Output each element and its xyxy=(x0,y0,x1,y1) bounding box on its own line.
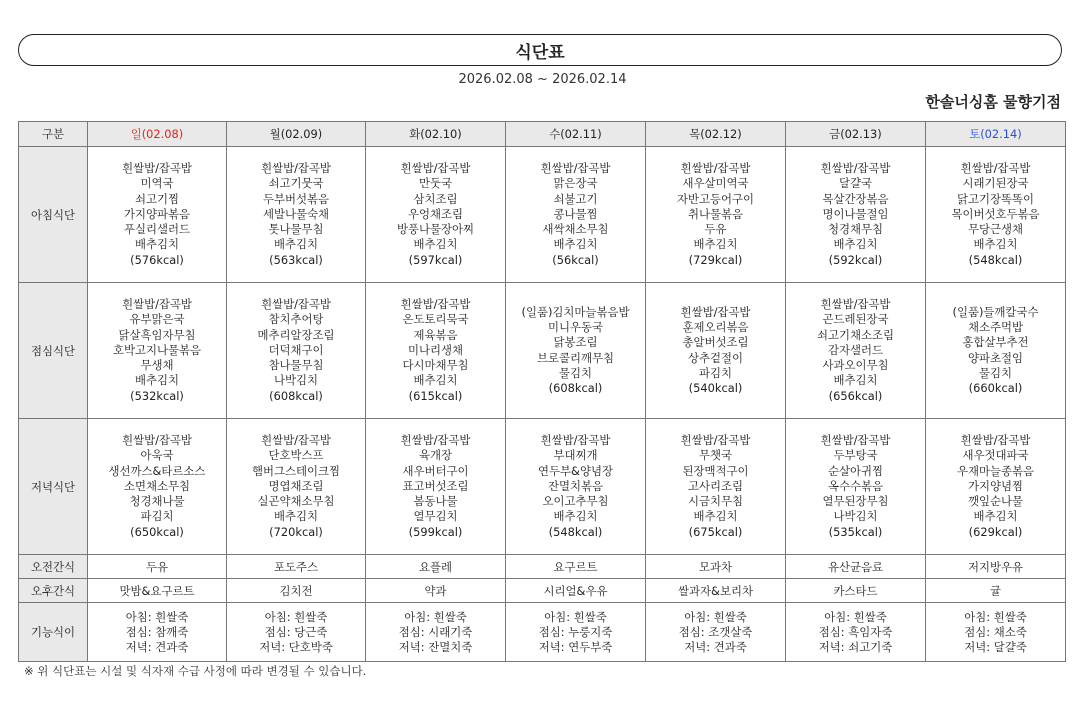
menu-cell xyxy=(506,419,646,555)
menu-item: 파김치 xyxy=(698,365,732,380)
functional-diet-row xyxy=(19,603,1066,662)
menu-item: 콩나물찜 xyxy=(553,206,598,221)
functional-diet-item: 점심: 흑임자죽 xyxy=(818,624,893,639)
menu-item: 흰쌀밥/잡곡밥 xyxy=(122,433,192,448)
menu-item: 새우젓대파국 xyxy=(962,448,1029,463)
menu-item: 표고버섯조림 xyxy=(402,478,469,493)
menu-item: 연두부&양념장 xyxy=(538,463,613,478)
functional-diet-cell xyxy=(88,603,227,662)
menu-item: 흰쌀밥/잡곡밥 xyxy=(820,161,891,176)
menu-item: 푸실리샐러드 xyxy=(123,222,191,237)
menu-item: 시금치무침 xyxy=(687,494,744,509)
menu-item: (720kcal) xyxy=(269,524,323,539)
page-title-box xyxy=(18,34,1062,66)
functional-diet-item: 아침: 흰쌀죽 xyxy=(964,609,1027,624)
menu-item: 맑은장국 xyxy=(553,176,598,191)
menu-item: (548kcal) xyxy=(548,524,603,539)
menu-item: 호박고지나물볶음 xyxy=(112,342,202,357)
date-range: 2026.02.08 ~ 2026.02.14 xyxy=(458,72,627,87)
header-row xyxy=(19,122,1066,147)
menu-item: 쇠불고기 xyxy=(553,191,598,206)
menu-cell xyxy=(926,147,1066,283)
snack-cell: 쌀과자&보리차 xyxy=(646,579,786,603)
menu-item: 부대찌개 xyxy=(553,448,598,463)
menu-item: 명엽채조림 xyxy=(268,478,324,493)
snack-row xyxy=(19,555,1066,579)
menu-cell xyxy=(926,419,1066,555)
functional-diet-cell xyxy=(646,603,786,662)
menu-item: 배추김치 xyxy=(833,373,878,388)
snack-cell: 요플레 xyxy=(366,555,506,579)
functional-diet-item: 아침: 흰쌀죽 xyxy=(264,609,328,624)
footnote: ※ 위 식단표는 시설 및 식자재 수급 사정에 따라 변경될 수 있습니다. xyxy=(24,664,367,678)
menu-cell xyxy=(646,147,786,283)
snack-row xyxy=(19,579,1066,603)
menu-item: 사과오이무침 xyxy=(822,358,889,373)
functional-diet-item: 아침: 흰쌀죽 xyxy=(544,609,607,624)
menu-item: 두부탕국 xyxy=(833,448,878,463)
meal-row xyxy=(19,147,1066,283)
snack-cell: 귤 xyxy=(926,579,1066,603)
menu-item: 미역국 xyxy=(140,176,174,191)
menu-cell xyxy=(926,283,1066,419)
corner-label: 구분 xyxy=(19,122,88,147)
menu-item: (535kcal) xyxy=(828,524,883,539)
menu-item: 흰쌀밥/잡곡밥 xyxy=(820,297,891,312)
menu-cell xyxy=(506,147,646,283)
menu-item: 흰쌀밥/잡곡밥 xyxy=(960,161,1031,176)
menu-item: 물김치 xyxy=(978,365,1012,380)
menu-cell xyxy=(227,419,366,555)
functional-diet-item: 점심: 조갯살죽 xyxy=(678,624,753,639)
snack-cell: 약과 xyxy=(366,579,506,603)
menu-item: 흰쌀밥/잡곡밥 xyxy=(680,304,751,319)
menu-item: 나박김치 xyxy=(273,373,318,388)
menu-item: 가지양념찜 xyxy=(967,478,1024,493)
meal-row-label: 저녁식단 xyxy=(19,419,88,555)
menu-item: 메추리알장조림 xyxy=(257,327,335,342)
menu-item: 배추김치 xyxy=(553,237,598,252)
day-header-mon: 월(02.09) xyxy=(227,122,366,147)
menu-item: (608kcal) xyxy=(269,388,323,403)
menu-cell xyxy=(366,147,506,283)
menu-item: 목살간장볶음 xyxy=(822,191,889,206)
menu-item: 새싹채소무침 xyxy=(542,222,609,237)
menu-item: 생선까스&타르소스 xyxy=(108,463,206,478)
functional-diet-cell xyxy=(366,603,506,662)
menu-item: 무생채 xyxy=(140,358,174,373)
snack-cell: 시리얼&우유 xyxy=(506,579,646,603)
menu-item: 시래기된장국 xyxy=(962,176,1029,191)
day-header-thu: 목(02.12) xyxy=(646,122,786,147)
menu-item: 두유 xyxy=(704,222,727,237)
snack-cell: 저지방우유 xyxy=(926,555,1066,579)
menu-cell xyxy=(227,147,366,283)
menu-item: 실곤약채소무침 xyxy=(257,494,335,509)
menu-item: (629kcal) xyxy=(968,524,1023,539)
menu-item: 흰쌀밥/잡곡밥 xyxy=(540,433,611,448)
menu-item: 배추김치 xyxy=(973,237,1018,252)
menu-item: 소면채소무침 xyxy=(123,478,191,493)
menu-item: 배추김치 xyxy=(273,509,318,524)
menu-item: (656kcal) xyxy=(828,388,883,403)
menu-item: 참치추어탕 xyxy=(268,312,324,327)
functional-diet-item: 저녁: 단호박죽 xyxy=(259,639,333,654)
snack-cell: 포도주스 xyxy=(227,555,366,579)
menu-cell xyxy=(646,419,786,555)
menu-item: 명이나물절임 xyxy=(822,206,889,221)
menu-item: 쇠고기뭇국 xyxy=(268,176,324,191)
menu-item: 흰쌀밥/잡곡밥 xyxy=(122,297,192,312)
menu-item: (597kcal) xyxy=(408,252,463,267)
menu-item: 쇠고기찜 xyxy=(134,191,179,206)
menu-item: 새우버터구이 xyxy=(402,463,469,478)
menu-item: (615kcal) xyxy=(408,388,463,403)
menu-item: (729kcal) xyxy=(688,252,743,267)
functional-diet-cell xyxy=(227,603,366,662)
functional-diet-item: 저녁: 잔멸치죽 xyxy=(398,639,473,654)
menu-item: 흰쌀밥/잡곡밥 xyxy=(261,297,331,312)
menu-item: 닭봉조림 xyxy=(553,335,598,350)
menu-item: 감자샐러드 xyxy=(827,342,884,357)
snack-cell: 두유 xyxy=(88,555,227,579)
menu-item: 봄동나물 xyxy=(413,494,458,509)
menu-item: 쇠고기채소조림 xyxy=(816,327,895,342)
menu-item: 우엉채조림 xyxy=(407,206,464,221)
functional-diet-cell xyxy=(926,603,1066,662)
menu-item: (576kcal) xyxy=(130,252,184,267)
menu-item: 톳나물무침 xyxy=(268,222,324,237)
menu-item: 온도토리묵국 xyxy=(402,312,469,327)
facility-name: 한솔너싱홈 물향기점 xyxy=(925,93,1061,111)
day-header-sat: 토(02.14) xyxy=(926,122,1066,147)
functional-diet-cell xyxy=(786,603,926,662)
menu-item: 닭고기장똑똑이 xyxy=(956,191,1035,206)
functional-diet-item: 점심: 참깨죽 xyxy=(125,624,189,639)
menu-item: 흰쌀밥/잡곡밥 xyxy=(960,433,1031,448)
functional-diet-item: 저녁: 견과죽 xyxy=(125,639,189,654)
meal-row xyxy=(19,419,1066,555)
menu-item: 배추김치 xyxy=(553,509,598,524)
functional-diet-item: 저녁: 연두부죽 xyxy=(538,639,613,654)
menu-item: (563kcal) xyxy=(269,252,323,267)
menu-item: 배추김치 xyxy=(413,373,458,388)
menu-cell xyxy=(227,283,366,419)
menu-item: 흰쌀밥/잡곡밥 xyxy=(680,433,751,448)
menu-item: 제육볶음 xyxy=(413,327,458,342)
menu-item: 양파초절임 xyxy=(967,350,1024,365)
menu-item: 나박김치 xyxy=(833,509,878,524)
menu-item: 총알버섯조림 xyxy=(682,335,749,350)
menu-item: 미나리생채 xyxy=(407,342,464,357)
menu-item: 두부버섯볶음 xyxy=(262,191,330,206)
meal-row-label: 점심식단 xyxy=(19,283,88,419)
menu-item: (일품)들깨칼국수 xyxy=(952,304,1039,319)
menu-item: 우재마늘종볶음 xyxy=(956,463,1035,478)
menu-item: (599kcal) xyxy=(408,524,463,539)
menu-item: 취나물볶음 xyxy=(687,206,744,221)
snack-cell: 유산균음료 xyxy=(786,555,926,579)
menu-item: 흰쌀밥/잡곡밥 xyxy=(540,161,611,176)
menu-item: 참나물무침 xyxy=(268,358,324,373)
menu-cell xyxy=(786,283,926,419)
menu-item: 아욱국 xyxy=(140,448,174,463)
menu-cell xyxy=(786,419,926,555)
menu-cell xyxy=(506,283,646,419)
snack-row-label: 오후간식 xyxy=(19,579,88,603)
snack-cell: 카스타드 xyxy=(786,579,926,603)
menu-item: 닭살흑임자무침 xyxy=(118,327,196,342)
menu-item: 청경채무침 xyxy=(827,222,884,237)
menu-item: 자반고등어구이 xyxy=(676,191,755,206)
day-header-fri: 금(02.13) xyxy=(786,122,926,147)
menu-item: 열무된장무침 xyxy=(822,494,889,509)
menu-item: 세발나물숙채 xyxy=(262,206,330,221)
menu-item: 더덕채구이 xyxy=(268,342,324,357)
page-title: 식단표 xyxy=(515,42,565,63)
menu-item: (650kcal) xyxy=(130,524,184,539)
menu-item: 새우살미역국 xyxy=(682,176,749,191)
snack-cell: 김치전 xyxy=(227,579,366,603)
menu-item: 홍합살부추전 xyxy=(962,335,1029,350)
menu-item: (675kcal) xyxy=(688,524,743,539)
menu-item: 파김치 xyxy=(140,509,174,524)
menu-item: 배추김치 xyxy=(973,509,1018,524)
menu-item: 육개장 xyxy=(418,448,452,463)
menu-item: 무당근생채 xyxy=(967,222,1024,237)
menu-item: 배추김치 xyxy=(693,237,738,252)
menu-item: 방풍나물장아찌 xyxy=(396,222,475,237)
menu-item: 순살아귀찜 xyxy=(827,463,884,478)
functional-diet-cell xyxy=(506,603,646,662)
functional-diet-item: 아침: 흰쌀죽 xyxy=(125,609,189,624)
functional-diet-item: 저녁: 견과죽 xyxy=(684,639,747,654)
day-header-wed: 수(02.11) xyxy=(506,122,646,147)
menu-item: (660kcal) xyxy=(968,380,1023,395)
menu-item: 브로콜리깨무침 xyxy=(536,350,615,365)
menu-item: (608kcal) xyxy=(548,380,603,395)
functional-diet-label: 기능식이 xyxy=(19,603,88,662)
menu-item: 옥수수볶음 xyxy=(827,478,884,493)
functional-diet-item: 저녁: 쇠고기죽 xyxy=(818,639,893,654)
menu-item: 가지양파볶음 xyxy=(123,206,191,221)
menu-item: (532kcal) xyxy=(130,388,184,403)
menu-item: 무챗국 xyxy=(698,448,732,463)
menu-item: 달걀국 xyxy=(838,176,872,191)
menu-item: 다시마채무침 xyxy=(402,358,469,373)
day-header-tue: 화(02.10) xyxy=(366,122,506,147)
functional-diet-item: 아침: 흰쌀죽 xyxy=(824,609,887,624)
menu-item: 열무김치 xyxy=(413,509,458,524)
menu-item: 배추김치 xyxy=(833,237,878,252)
snack-cell: 요구르트 xyxy=(506,555,646,579)
menu-cell xyxy=(88,419,227,555)
menu-item: 상추겉절이 xyxy=(687,350,744,365)
menu-item: 깻잎순나물 xyxy=(967,494,1024,509)
menu-table xyxy=(18,121,1066,662)
functional-diet-item: 점심: 누룽지죽 xyxy=(538,624,613,639)
menu-item: 고사리조림 xyxy=(687,478,744,493)
menu-item: 단호박스프 xyxy=(268,448,324,463)
menu-item: (548kcal) xyxy=(968,252,1023,267)
snack-cell: 모과차 xyxy=(646,555,786,579)
menu-item: 햄버그스테이크찜 xyxy=(251,463,341,478)
menu-cell xyxy=(786,147,926,283)
menu-item: 배추김치 xyxy=(413,237,458,252)
menu-item: 곤드레된장국 xyxy=(822,312,889,327)
functional-diet-item: 저녁: 달걀죽 xyxy=(964,639,1027,654)
functional-diet-item: 점심: 시래기죽 xyxy=(398,624,473,639)
menu-item: 훈제오리볶음 xyxy=(682,320,749,335)
snack-row-label: 오전간식 xyxy=(19,555,88,579)
functional-diet-item: 점심: 당근죽 xyxy=(264,624,328,639)
menu-item: 오이고추무침 xyxy=(542,494,609,509)
menu-cell xyxy=(646,283,786,419)
menu-item: 흰쌀밥/잡곡밥 xyxy=(122,161,192,176)
menu-item: 목이버섯호두볶음 xyxy=(951,206,1040,221)
meal-row xyxy=(19,283,1066,419)
day-header-sun: 일(02.08) xyxy=(88,122,227,147)
menu-item: 흰쌀밥/잡곡밥 xyxy=(680,161,751,176)
functional-diet-item: 점심: 채소죽 xyxy=(964,624,1027,639)
menu-item: 만둣국 xyxy=(418,176,452,191)
menu-item: (56kcal) xyxy=(552,252,599,267)
menu-item: 배추김치 xyxy=(273,237,318,252)
menu-item: 배추김치 xyxy=(693,509,738,524)
menu-cell xyxy=(366,283,506,419)
menu-item: 잔멸치볶음 xyxy=(547,478,604,493)
functional-diet-item: 아침: 흰쌀죽 xyxy=(404,609,467,624)
menu-item: 유부맑은국 xyxy=(129,312,185,327)
menu-item: 배추김치 xyxy=(134,373,179,388)
menu-item: 된장맥적구이 xyxy=(682,463,749,478)
menu-item: 삼치조림 xyxy=(413,191,458,206)
menu-cell xyxy=(88,283,227,419)
menu-item: (일품)김치마늘볶음밥 xyxy=(521,304,630,319)
menu-item: 배추김치 xyxy=(134,237,179,252)
menu-item: 물김치 xyxy=(558,365,592,380)
functional-diet-item: 아침: 흰쌀죽 xyxy=(684,609,747,624)
snack-cell: 맛밤&요구르트 xyxy=(88,579,227,603)
menu-item: 미니우동국 xyxy=(547,320,604,335)
menu-item: 채소주먹밥 xyxy=(967,320,1024,335)
menu-cell xyxy=(88,147,227,283)
menu-item: 흰쌀밥/잡곡밥 xyxy=(820,433,891,448)
menu-item: 청경채나물 xyxy=(129,494,185,509)
menu-item: 흰쌀밥/잡곡밥 xyxy=(400,433,471,448)
menu-cell xyxy=(366,419,506,555)
menu-item: 흰쌀밥/잡곡밥 xyxy=(400,161,471,176)
menu-item: (592kcal) xyxy=(828,252,883,267)
menu-item: 흰쌀밥/잡곡밥 xyxy=(261,161,331,176)
meal-row-label: 아침식단 xyxy=(19,147,88,283)
menu-item: 흰쌀밥/잡곡밥 xyxy=(400,297,471,312)
menu-item: (540kcal) xyxy=(688,380,743,395)
menu-item: 흰쌀밥/잡곡밥 xyxy=(261,433,331,448)
